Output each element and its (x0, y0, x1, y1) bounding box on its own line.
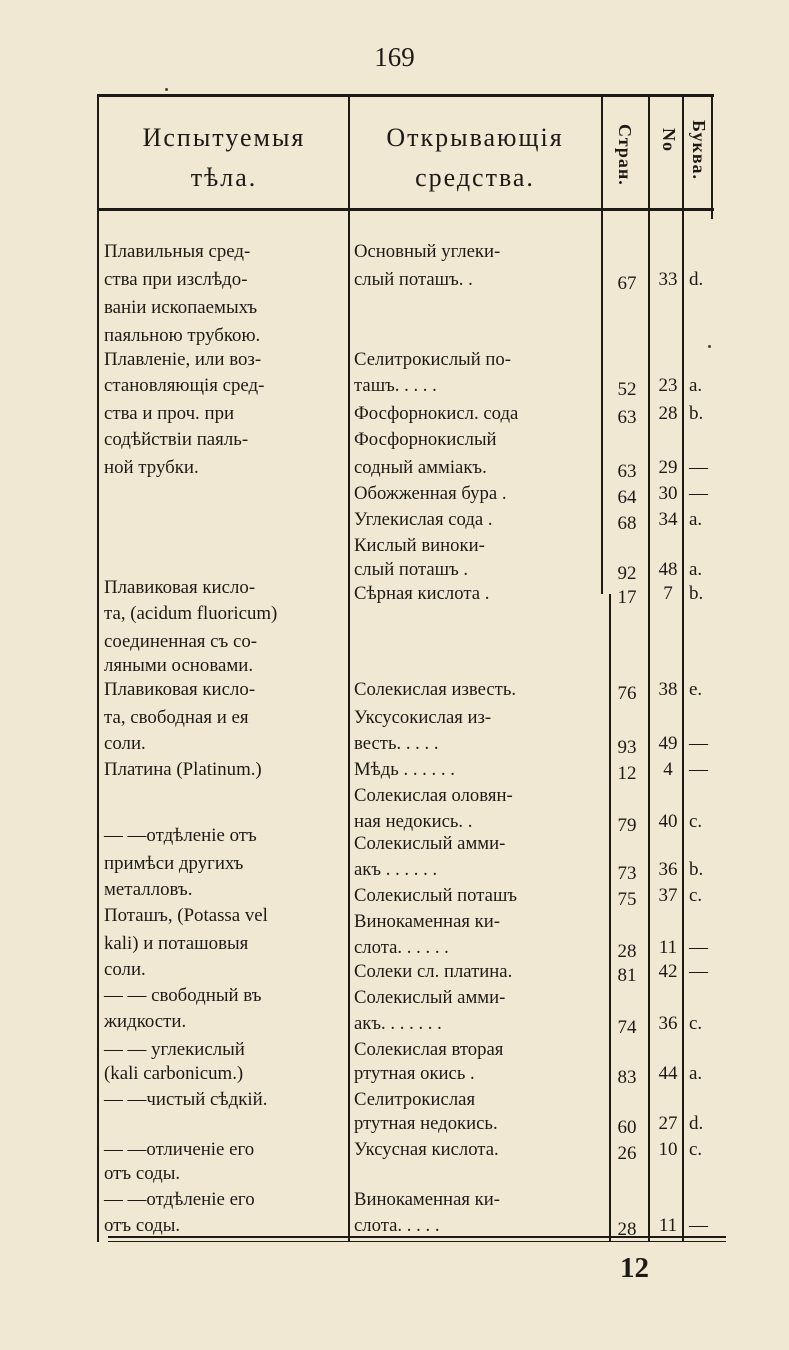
reference-number: 33 (658, 269, 678, 290)
reference-number: 11 (658, 937, 678, 958)
reference-number: 44 (658, 1063, 678, 1084)
reference-page: 28 (617, 1219, 637, 1240)
reference-letter: — (689, 483, 708, 504)
tested-body-line: — —отдѣленіе отъ (104, 825, 257, 846)
reference-number: 27 (658, 1113, 678, 1134)
tested-body-line: соли. (104, 733, 146, 754)
reference-number: 37 (658, 885, 678, 906)
reference-page: 76 (617, 683, 637, 704)
reference-page: 63 (617, 461, 637, 482)
reagent-line: акъ. . . . . . . (354, 1013, 442, 1034)
reference-letter: a. (689, 375, 703, 396)
tested-body-line: Поташъ, (Potassa vel (104, 905, 268, 926)
reference-page: 92 (617, 563, 637, 584)
reference-letter: — (689, 457, 708, 478)
reagent-line: Обожженная бура . (354, 483, 507, 504)
reference-letter: — (689, 961, 708, 982)
print-speck (708, 345, 711, 348)
reference-number: 36 (658, 1013, 678, 1034)
reagent-line: слота. . . . . . (354, 937, 449, 958)
tested-body-line: ства и проч. при (104, 403, 235, 424)
reference-page: 17 (617, 587, 637, 608)
reference-number: 36 (658, 859, 678, 880)
header-col-reagents-line-2: средства. (415, 163, 535, 192)
reference-letter: a. (689, 1063, 703, 1084)
reagent-line: Сѣрная кислота . (354, 583, 490, 604)
reagent-line: Основный углеки- (354, 241, 501, 262)
reagent-line: Уксусная кислота. (354, 1139, 499, 1160)
column-divider-2 (601, 94, 603, 594)
reference-page: 28 (617, 941, 637, 962)
reagent-line: Уксусокислая из- (354, 707, 492, 728)
reference-letter: — (689, 733, 708, 754)
tested-body-line: та, свободная и ея (104, 707, 249, 728)
tested-body-line: отъ соды. (104, 1163, 181, 1184)
header-col-reagents-line-1: Открывающія (386, 123, 564, 152)
reference-number: 38 (658, 679, 678, 700)
reference-number: 28 (658, 403, 678, 424)
reference-page: 63 (617, 407, 637, 428)
reference-number: 29 (658, 457, 678, 478)
header-col-reagents (350, 118, 600, 198)
reference-number: 42 (658, 961, 678, 982)
reference-number: 30 (658, 483, 678, 504)
reagent-line: ртутная окись . (354, 1063, 475, 1084)
reference-letter: b. (689, 859, 704, 880)
header-col-letter: Буква. (689, 120, 709, 181)
reference-page: 83 (617, 1067, 637, 1088)
reference-page: 75 (617, 889, 637, 910)
tested-body-line: Плавиковая кисло- (104, 679, 256, 700)
reference-letter: c. (689, 811, 703, 832)
reagent-line: весть. . . . . (354, 733, 439, 754)
reagent-line: Мѣдь . . . . . . (354, 759, 455, 780)
reagent-line: акъ . . . . . . (354, 859, 438, 880)
reagent-line: ташъ. . . . . (354, 375, 437, 396)
reagent-line: Солекислый амми- (354, 833, 506, 854)
tested-body-line: Платина (Platinum.) (104, 759, 262, 780)
reference-number: 10 (658, 1139, 678, 1160)
tested-body-line: Плавленіе, или воз- (104, 349, 262, 370)
reference-page: 60 (617, 1117, 637, 1138)
reagent-line: Солекислый поташъ (354, 885, 518, 906)
reagent-line: Винокаменная ки- (354, 911, 500, 932)
reference-number: 49 (658, 733, 678, 754)
reference-letter: — (689, 759, 708, 780)
reference-page: 68 (617, 513, 637, 534)
reference-page: 73 (617, 863, 637, 884)
tested-body-line: ной трубки. (104, 457, 199, 478)
reference-page: 12 (617, 763, 637, 784)
tested-body-line: металловъ. (104, 879, 193, 900)
reference-letter: b. (689, 583, 704, 604)
tested-body-line: — —отличеніе его (104, 1139, 255, 1160)
tested-body-line: отъ соды. (104, 1215, 181, 1236)
reagent-line: Солеки сл. платина. (354, 961, 513, 982)
reference-number: 48 (658, 559, 678, 580)
reference-number: 7 (663, 583, 673, 604)
print-speck (165, 88, 168, 91)
reagent-line: Углекислая сода . (354, 509, 493, 530)
tested-body-line: — — свободный въ (104, 985, 262, 1006)
tested-body-line: ства при изслѣдо- (104, 269, 248, 290)
page-number: 169 (374, 42, 415, 72)
reference-page: 26 (617, 1143, 637, 1164)
reference-letter: c. (689, 1139, 703, 1160)
tested-body-line: примѣси другихъ (104, 853, 244, 874)
tested-body-line: — — углекислый (104, 1039, 245, 1060)
tested-body-line: становляющія сред- (104, 375, 265, 396)
tested-body-line: — —чистый сѣдкій. (104, 1089, 268, 1110)
reference-number: 40 (658, 811, 678, 832)
top-rule (98, 94, 714, 97)
header-col-bodies-line-2: тѣла. (190, 163, 258, 192)
reference-letter: c. (689, 885, 703, 906)
reagent-line: Солекислый амми- (354, 987, 506, 1008)
reference-number: 11 (658, 1215, 678, 1236)
reagent-line: Солекислая вторая (354, 1039, 504, 1060)
reference-page: 52 (617, 379, 637, 400)
tested-body-line: ваніи ископаемыхъ (104, 297, 258, 318)
footer-number: 12 (620, 1252, 649, 1284)
reference-letter: c. (689, 1013, 703, 1034)
reference-letter: — (689, 1215, 708, 1236)
tested-body-line: (kali carbonicum.) (104, 1063, 244, 1084)
tested-body-line: паяльною трубкою. (104, 325, 261, 346)
reagent-line: Фосфорнокислый (354, 429, 497, 450)
reagent-line: Винокаменная ки- (354, 1189, 500, 1210)
reference-page: 67 (617, 273, 637, 294)
reference-letter: b. (689, 403, 704, 424)
header-col-bodies-line-1: Испытуемыя (142, 123, 306, 152)
tested-body-line: Плавиковая кисло- (104, 577, 256, 598)
reference-number: 23 (658, 375, 678, 396)
reagent-line: слый поташъ . (354, 559, 469, 580)
reference-page: 64 (617, 487, 637, 508)
reagent-line: слый поташъ. . (354, 269, 473, 290)
tested-body-line: жидкости. (104, 1011, 187, 1032)
tested-body-line: ляными основами. (104, 655, 254, 676)
column-divider-1 (348, 94, 350, 1242)
reference-letter: — (689, 937, 708, 958)
tested-body-line: kali) и поташовыя (104, 933, 249, 954)
header-col-bodies (100, 118, 348, 198)
reference-letter: a. (689, 559, 703, 580)
column-divider-right (711, 94, 713, 219)
tested-body-line: — —отдѣленіе его (104, 1189, 255, 1210)
reagent-line: ртутная недокись. (354, 1113, 498, 1134)
reference-number: 34 (658, 509, 678, 530)
header-col-number: No (659, 128, 679, 152)
reagent-line: Солекислая известь. (354, 679, 517, 700)
tested-body-line: Плавильныя сред- (104, 241, 251, 262)
reference-letter: e. (689, 679, 703, 700)
reagent-line: ная недокись. . (354, 811, 473, 832)
reference-letter: d. (689, 1113, 704, 1134)
tested-body-line: содѣйствіи паяль- (104, 429, 249, 450)
reference-letter: d. (689, 269, 704, 290)
reagent-line: Фосфорнокисл. сода (354, 403, 519, 424)
reference-page: 93 (617, 737, 637, 758)
header-col-page: Стран. (615, 124, 635, 186)
reagent-line: содный амміакъ. (354, 457, 487, 478)
reference-letter: a. (689, 509, 703, 530)
tested-body-line: соли. (104, 959, 146, 980)
tested-body-line: соединенная съ со- (104, 631, 258, 652)
reagent-line: Кислый виноки- (354, 535, 485, 556)
reference-number: 4 (663, 759, 673, 780)
reagent-line: слота. . . . . (354, 1215, 440, 1236)
column-divider-left (97, 94, 99, 1242)
reagent-line: Селитрокислый по- (354, 349, 511, 370)
reference-page: 79 (617, 815, 637, 836)
reference-page: 74 (617, 1017, 637, 1038)
tested-body-line: та, (acidum fluoricum) (104, 603, 278, 624)
header-rule (98, 208, 714, 211)
reagent-line: Селитрокислая (354, 1089, 476, 1110)
reagent-line: Солекислая оловян- (354, 785, 513, 806)
reference-page: 81 (617, 965, 637, 986)
